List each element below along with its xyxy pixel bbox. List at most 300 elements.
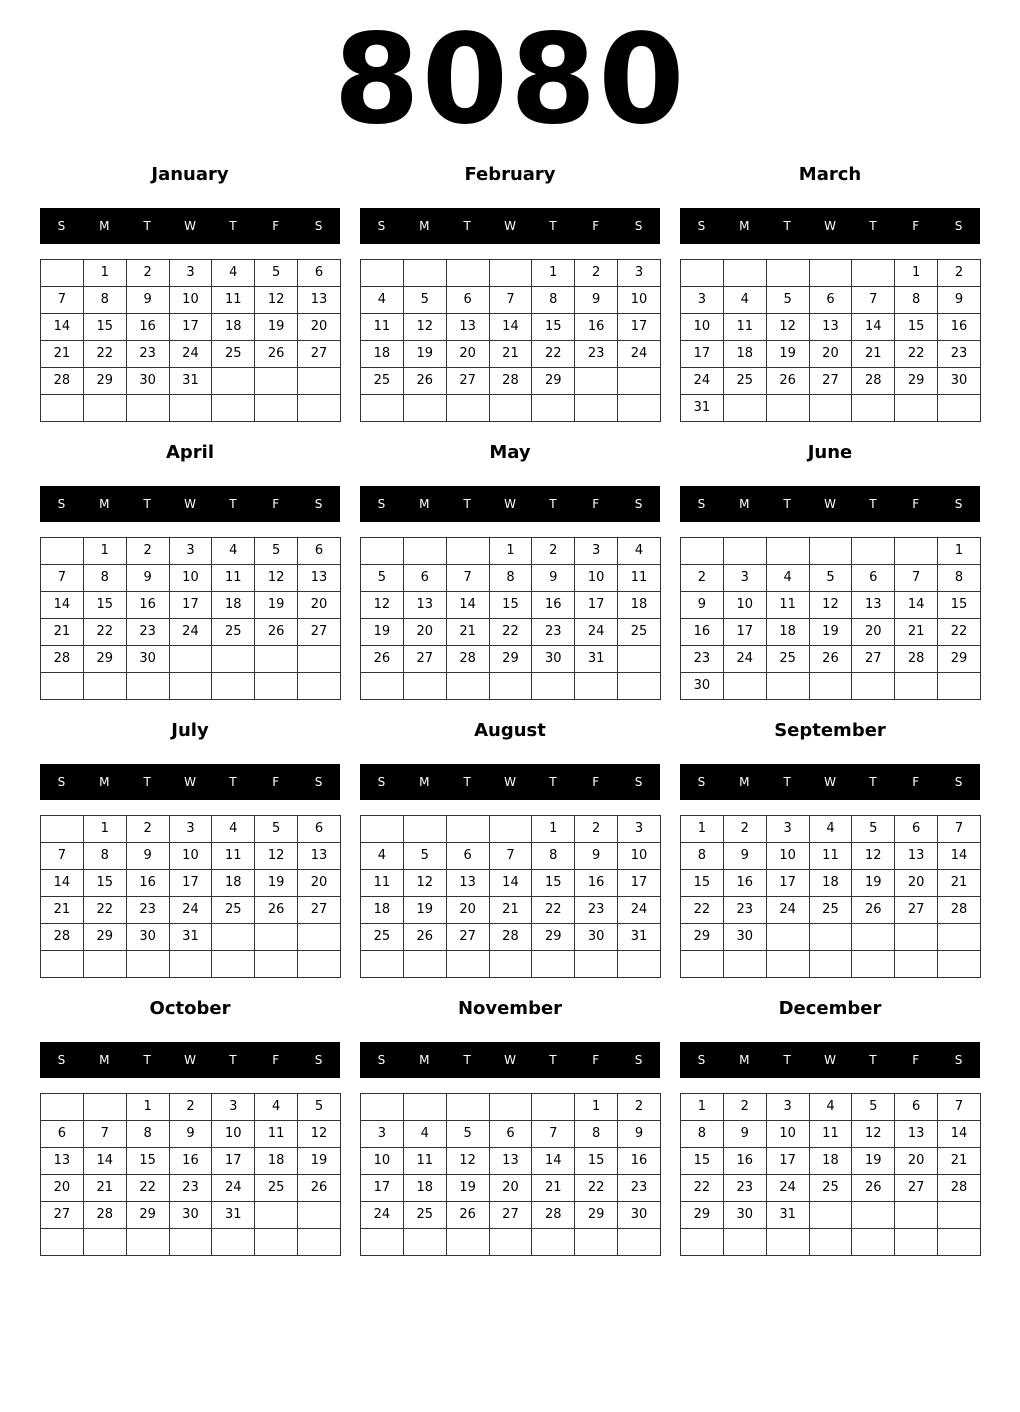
day-cell: 25 — [809, 897, 852, 924]
day-cell: 30 — [723, 924, 766, 951]
day-cell: 10 — [169, 287, 212, 314]
day-cell: 25 — [723, 368, 766, 395]
day-cell: 17 — [618, 314, 661, 341]
weekday-label: M — [99, 497, 110, 511]
month-title: September — [774, 720, 886, 741]
weekday-label: S — [954, 775, 963, 789]
weekday-label: T — [229, 775, 237, 789]
day-cell: 6 — [446, 843, 489, 870]
day-cell: 5 — [766, 287, 809, 314]
day-cell: 24 — [766, 897, 809, 924]
day-cell: 22 — [895, 341, 938, 368]
month-block — [40, 994, 340, 1222]
weekday-label: T — [549, 775, 557, 789]
day-cell: 18 — [723, 341, 766, 368]
day-cell: 29 — [681, 1202, 724, 1229]
day-cell: 17 — [212, 1148, 255, 1175]
weekday-label: S — [314, 775, 323, 789]
weekday-label: T — [869, 775, 877, 789]
day-cell: 28 — [489, 924, 532, 951]
day-cell: 31 — [618, 924, 661, 951]
weekday-label: F — [912, 497, 920, 511]
day-cell — [681, 951, 724, 978]
day-cell — [809, 395, 852, 422]
week-row — [681, 1229, 981, 1256]
day-cell — [809, 673, 852, 700]
day-cell: 30 — [938, 368, 981, 395]
day-cell: 12 — [255, 565, 298, 592]
day-cell — [852, 1202, 895, 1229]
day-cell — [41, 1229, 84, 1256]
day-cell — [169, 673, 212, 700]
day-cell: 14 — [83, 1148, 126, 1175]
week-row — [41, 646, 341, 673]
day-cell: 18 — [361, 897, 404, 924]
day-cell — [809, 260, 852, 287]
day-cell: 4 — [723, 287, 766, 314]
week-row — [361, 816, 661, 843]
day-cell: 10 — [361, 1148, 404, 1175]
day-cell: 29 — [895, 368, 938, 395]
day-cell: 26 — [766, 368, 809, 395]
weekday-label: S — [634, 1053, 643, 1067]
day-cell: 7 — [83, 1121, 126, 1148]
day-cell: 5 — [255, 538, 298, 565]
week-row — [681, 951, 981, 978]
day-cell — [255, 395, 298, 422]
day-cell: 10 — [766, 1121, 809, 1148]
day-cell: 22 — [83, 897, 126, 924]
month-block — [40, 160, 340, 388]
week-row — [361, 1202, 661, 1229]
day-cell: 19 — [403, 897, 446, 924]
day-cell: 7 — [41, 843, 84, 870]
weekday-header — [40, 764, 340, 800]
day-cell: 27 — [895, 897, 938, 924]
day-cell: 17 — [575, 592, 618, 619]
day-cell — [895, 1229, 938, 1256]
week-row — [681, 843, 981, 870]
day-cell: 14 — [852, 314, 895, 341]
month-block — [360, 716, 660, 944]
day-cell: 7 — [938, 816, 981, 843]
day-cell — [852, 538, 895, 565]
day-cell: 11 — [361, 870, 404, 897]
weekday-label: S — [314, 497, 323, 511]
day-cell: 12 — [852, 1121, 895, 1148]
day-cell — [403, 816, 446, 843]
day-cell: 24 — [723, 646, 766, 673]
day-cell: 1 — [938, 538, 981, 565]
month-title: December — [778, 998, 882, 1019]
day-cell — [361, 1094, 404, 1121]
day-cell: 7 — [41, 565, 84, 592]
day-cell: 9 — [723, 843, 766, 870]
day-cell — [575, 951, 618, 978]
day-cell — [403, 1229, 446, 1256]
day-cell: 19 — [446, 1175, 489, 1202]
day-cell: 19 — [766, 341, 809, 368]
day-cell — [403, 260, 446, 287]
day-cell — [681, 538, 724, 565]
week-row — [681, 619, 981, 646]
day-cell — [298, 924, 341, 951]
day-cell: 23 — [126, 341, 169, 368]
month-title: January — [151, 164, 229, 185]
day-grid — [40, 537, 341, 700]
day-cell: 29 — [532, 368, 575, 395]
day-cell: 5 — [298, 1094, 341, 1121]
day-cell: 3 — [212, 1094, 255, 1121]
week-row — [41, 1229, 341, 1256]
week-row — [41, 287, 341, 314]
day-cell: 3 — [681, 287, 724, 314]
day-cell: 23 — [532, 619, 575, 646]
day-cell: 12 — [446, 1148, 489, 1175]
week-row — [41, 314, 341, 341]
day-cell — [489, 1094, 532, 1121]
day-cell: 18 — [361, 341, 404, 368]
week-row — [681, 368, 981, 395]
weekday-label: M — [419, 219, 430, 233]
day-cell: 18 — [766, 619, 809, 646]
day-cell: 8 — [126, 1121, 169, 1148]
day-cell — [212, 673, 255, 700]
day-cell — [852, 1229, 895, 1256]
day-cell: 6 — [852, 565, 895, 592]
day-cell: 30 — [681, 673, 724, 700]
week-row — [41, 565, 341, 592]
week-row — [41, 951, 341, 978]
day-cell: 26 — [403, 368, 446, 395]
month-title: April — [165, 442, 215, 463]
weekday-label: W — [504, 497, 516, 511]
day-cell — [41, 1094, 84, 1121]
month-title: August — [474, 720, 546, 741]
day-cell: 27 — [446, 368, 489, 395]
day-grid — [360, 815, 661, 978]
day-cell: 12 — [403, 870, 446, 897]
weekday-label: S — [57, 219, 66, 233]
week-row — [41, 1148, 341, 1175]
day-cell: 25 — [361, 368, 404, 395]
day-cell: 22 — [681, 897, 724, 924]
day-cell: 13 — [446, 314, 489, 341]
day-cell: 5 — [446, 1121, 489, 1148]
day-cell: 15 — [938, 592, 981, 619]
week-row — [681, 395, 981, 422]
weekday-label: S — [314, 1053, 323, 1067]
weekday-label: S — [954, 219, 963, 233]
week-row — [681, 646, 981, 673]
day-cell — [446, 816, 489, 843]
day-cell: 7 — [938, 1094, 981, 1121]
weekday-label: F — [912, 775, 920, 789]
day-cell: 26 — [852, 897, 895, 924]
day-cell: 10 — [723, 592, 766, 619]
weekday-label: T — [549, 497, 557, 511]
weekday-label: F — [592, 497, 600, 511]
day-cell: 23 — [723, 1175, 766, 1202]
week-row — [361, 287, 661, 314]
day-cell — [532, 673, 575, 700]
day-cell: 20 — [809, 341, 852, 368]
day-cell: 25 — [618, 619, 661, 646]
day-cell: 18 — [618, 592, 661, 619]
day-cell: 3 — [361, 1121, 404, 1148]
day-cell — [403, 1094, 446, 1121]
day-cell: 17 — [169, 870, 212, 897]
day-cell: 16 — [169, 1148, 212, 1175]
day-cell — [255, 673, 298, 700]
day-cell: 26 — [403, 924, 446, 951]
day-cell: 20 — [446, 341, 489, 368]
weekday-label: F — [592, 1053, 600, 1067]
day-cell: 7 — [489, 843, 532, 870]
week-row — [681, 341, 981, 368]
day-cell: 24 — [575, 619, 618, 646]
weekday-label: M — [419, 775, 430, 789]
week-row — [41, 1094, 341, 1121]
day-cell: 14 — [489, 314, 532, 341]
weekday-label: T — [783, 1053, 791, 1067]
day-cell: 7 — [532, 1121, 575, 1148]
day-cell: 23 — [723, 897, 766, 924]
week-row — [361, 368, 661, 395]
day-cell: 15 — [489, 592, 532, 619]
day-cell: 30 — [618, 1202, 661, 1229]
day-cell — [446, 951, 489, 978]
day-cell: 21 — [41, 341, 84, 368]
day-cell — [895, 951, 938, 978]
day-cell — [41, 395, 84, 422]
month-block — [680, 716, 980, 944]
weekday-label: T — [229, 1053, 237, 1067]
day-grid — [680, 537, 981, 700]
day-cell: 27 — [298, 341, 341, 368]
week-row — [41, 619, 341, 646]
day-cell: 22 — [938, 619, 981, 646]
day-cell: 6 — [298, 538, 341, 565]
day-cell: 15 — [681, 870, 724, 897]
day-cell — [126, 673, 169, 700]
day-cell: 20 — [489, 1175, 532, 1202]
day-cell: 4 — [212, 538, 255, 565]
month-block — [360, 994, 660, 1222]
day-cell: 26 — [446, 1202, 489, 1229]
day-cell — [532, 395, 575, 422]
week-row — [361, 395, 661, 422]
day-cell — [938, 1202, 981, 1229]
day-cell: 22 — [681, 1175, 724, 1202]
day-cell: 18 — [212, 314, 255, 341]
day-cell: 5 — [255, 260, 298, 287]
day-cell — [618, 673, 661, 700]
day-cell: 25 — [255, 1175, 298, 1202]
weekday-label: S — [697, 1053, 706, 1067]
day-cell: 18 — [212, 870, 255, 897]
day-cell: 10 — [618, 287, 661, 314]
weekday-header — [40, 208, 340, 244]
weekday-label: M — [419, 497, 430, 511]
day-grid — [360, 1093, 661, 1256]
day-cell: 29 — [83, 368, 126, 395]
day-cell: 14 — [895, 592, 938, 619]
weekday-label: T — [229, 219, 237, 233]
day-cell: 9 — [169, 1121, 212, 1148]
weekday-label: S — [57, 1053, 66, 1067]
weekday-header — [680, 208, 980, 244]
day-cell: 9 — [618, 1121, 661, 1148]
day-cell: 19 — [255, 870, 298, 897]
month-block — [360, 160, 660, 388]
day-cell: 8 — [575, 1121, 618, 1148]
weekday-label: S — [954, 1053, 963, 1067]
day-cell: 20 — [298, 314, 341, 341]
day-cell: 13 — [41, 1148, 84, 1175]
day-cell: 26 — [255, 619, 298, 646]
week-row — [681, 260, 981, 287]
day-cell: 13 — [852, 592, 895, 619]
day-cell: 16 — [681, 619, 724, 646]
weekday-label: T — [549, 219, 557, 233]
day-cell: 3 — [766, 1094, 809, 1121]
day-cell: 27 — [446, 924, 489, 951]
day-cell: 11 — [723, 314, 766, 341]
weekday-label: S — [57, 497, 66, 511]
day-cell: 13 — [895, 1121, 938, 1148]
day-cell: 30 — [126, 646, 169, 673]
week-row — [361, 924, 661, 951]
day-cell: 16 — [938, 314, 981, 341]
day-cell: 6 — [41, 1121, 84, 1148]
day-cell: 14 — [489, 870, 532, 897]
weekday-label: T — [869, 1053, 877, 1067]
weekday-header — [360, 486, 660, 522]
day-cell — [83, 1229, 126, 1256]
day-cell: 16 — [575, 870, 618, 897]
day-cell — [532, 951, 575, 978]
day-cell: 8 — [489, 565, 532, 592]
day-cell — [298, 1229, 341, 1256]
day-cell: 12 — [255, 843, 298, 870]
weekday-label: T — [783, 775, 791, 789]
day-cell — [403, 673, 446, 700]
day-cell: 19 — [852, 1148, 895, 1175]
day-cell — [361, 1229, 404, 1256]
weekday-label: T — [143, 219, 151, 233]
weekday-label: T — [143, 497, 151, 511]
day-cell: 21 — [938, 870, 981, 897]
day-cell — [681, 1229, 724, 1256]
day-cell: 12 — [361, 592, 404, 619]
day-cell: 22 — [83, 341, 126, 368]
day-cell: 10 — [681, 314, 724, 341]
day-cell: 3 — [169, 260, 212, 287]
day-cell: 29 — [938, 646, 981, 673]
weekday-label: T — [229, 497, 237, 511]
week-row — [681, 1094, 981, 1121]
day-cell — [575, 368, 618, 395]
day-cell: 2 — [126, 260, 169, 287]
day-cell: 20 — [298, 592, 341, 619]
day-cell: 15 — [532, 314, 575, 341]
weekday-label: M — [739, 497, 750, 511]
day-cell: 28 — [489, 368, 532, 395]
day-cell: 24 — [361, 1202, 404, 1229]
day-cell: 9 — [723, 1121, 766, 1148]
day-cell: 11 — [809, 1121, 852, 1148]
day-grid — [680, 259, 981, 422]
weekday-label: T — [549, 1053, 557, 1067]
day-cell — [298, 1202, 341, 1229]
day-cell — [723, 395, 766, 422]
day-cell: 28 — [446, 646, 489, 673]
day-cell: 21 — [41, 619, 84, 646]
day-cell: 15 — [532, 870, 575, 897]
day-cell: 9 — [532, 565, 575, 592]
day-cell — [809, 538, 852, 565]
day-cell: 2 — [681, 565, 724, 592]
day-cell: 18 — [809, 1148, 852, 1175]
day-cell — [938, 395, 981, 422]
day-cell — [298, 951, 341, 978]
day-cell — [618, 368, 661, 395]
day-cell — [681, 260, 724, 287]
day-cell: 8 — [681, 843, 724, 870]
day-cell: 10 — [766, 843, 809, 870]
day-cell: 9 — [126, 565, 169, 592]
day-cell: 25 — [403, 1202, 446, 1229]
weekday-label: M — [99, 1053, 110, 1067]
day-cell: 19 — [298, 1148, 341, 1175]
day-cell: 17 — [361, 1175, 404, 1202]
weekday-label: F — [912, 1053, 920, 1067]
day-cell: 14 — [938, 843, 981, 870]
weekday-header — [360, 208, 660, 244]
week-row — [41, 368, 341, 395]
day-cell: 11 — [212, 287, 255, 314]
day-cell: 24 — [169, 619, 212, 646]
day-cell: 4 — [255, 1094, 298, 1121]
day-cell: 4 — [212, 260, 255, 287]
day-cell: 16 — [723, 1148, 766, 1175]
month-block — [40, 716, 340, 944]
day-cell — [766, 395, 809, 422]
day-cell — [403, 951, 446, 978]
week-row — [361, 1148, 661, 1175]
weekday-label: W — [184, 219, 196, 233]
week-row — [361, 565, 661, 592]
day-cell: 24 — [766, 1175, 809, 1202]
day-cell: 13 — [446, 870, 489, 897]
weekday-label: F — [272, 775, 280, 789]
day-cell: 12 — [809, 592, 852, 619]
day-cell: 19 — [361, 619, 404, 646]
weekday-label: T — [463, 219, 471, 233]
month-title: June — [807, 442, 853, 463]
day-cell: 4 — [618, 538, 661, 565]
week-row — [361, 843, 661, 870]
day-cell: 26 — [298, 1175, 341, 1202]
day-cell: 3 — [618, 260, 661, 287]
weekday-label: T — [463, 1053, 471, 1067]
day-cell: 16 — [532, 592, 575, 619]
day-cell: 10 — [169, 843, 212, 870]
day-cell — [169, 646, 212, 673]
day-cell: 1 — [895, 260, 938, 287]
day-cell: 15 — [83, 592, 126, 619]
